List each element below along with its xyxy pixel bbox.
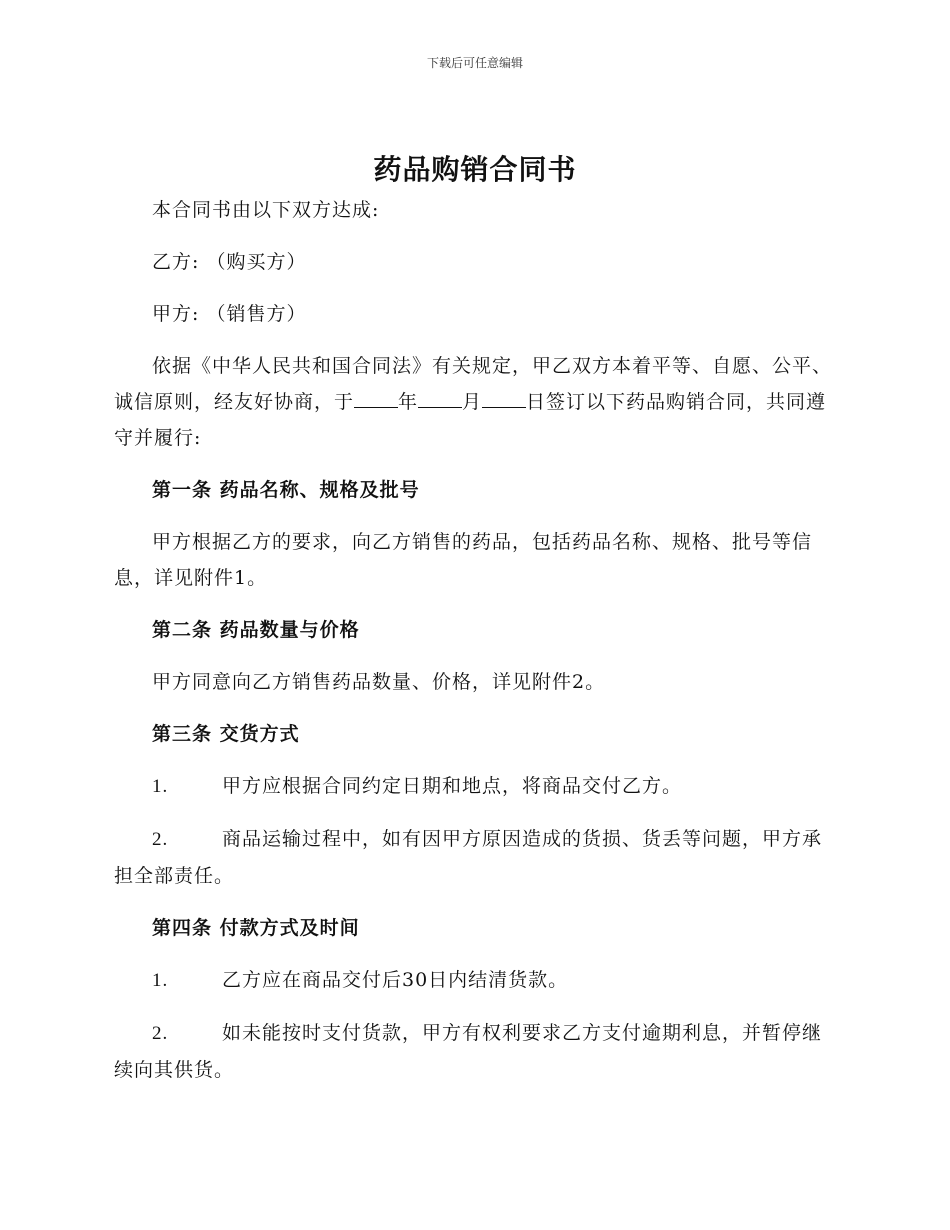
item-text: 如未能按时支付货款，甲方有权利要求乙方支付逾期利息，并暂停继续向其供货。 [114,1022,823,1081]
year-label: 年 [398,391,419,413]
item-text: 甲方应根据合同约定日期和地点，将商品交付乙方。 [222,775,683,797]
intro-paragraph: 本合同书由以下双方达成: [152,199,380,221]
article-3-item-1 [114,768,832,805]
article-4-item-2 [114,1015,832,1088]
party-a-line: 甲方: （销售方） [152,303,307,325]
day-blank [482,387,526,408]
preamble-text-1: 依据《中华人民共和国合同法》有关规定，甲乙双方本着平等、自愿、公平、诚信原则，经友好协商，于 [114,355,833,413]
article-4-heading: 第四条 付款方式及时间 [152,917,360,939]
article-4-item-1 [114,962,832,999]
header-note: 下载后可任意编辑 [426,56,523,70]
preamble-paragraph [114,348,832,456]
item-text: 乙方应在商品交付后30日内结清货款。 [222,969,569,991]
item-number: 1. [152,776,169,797]
month-label: 月 [462,391,483,413]
month-blank [418,387,462,408]
article-2-text: 甲方同意向乙方销售药品数量、价格，详见附件2。 [152,671,606,693]
article-2-heading: 第二条 药品数量与价格 [152,619,360,641]
article-3-item-2 [114,821,832,894]
article-3-heading: 第三条 交货方式 [152,723,300,745]
party-b-line: 乙方: （购买方） [152,251,307,273]
document-title: 药品购销合同书 [373,153,577,186]
article-1-heading: 第一条 药品名称、规格及批号 [152,479,420,501]
document-body [114,192,832,1104]
article-1-text: 甲方根据乙方的要求，向乙方销售的药品，包括药品名称、规格、批号等信息，详见附件1。 [114,531,813,589]
preamble-text-2: 日签订以下药品购销合同，共同遵守并履行: [114,391,827,449]
year-blank [354,387,398,408]
item-number: 2. [152,1023,169,1044]
item-number: 2. [152,829,169,850]
item-text: 商品运输过程中，如有因甲方原因造成的货损、货丢等问题，甲方承担全部责任。 [114,828,823,887]
item-number: 1. [152,970,169,991]
